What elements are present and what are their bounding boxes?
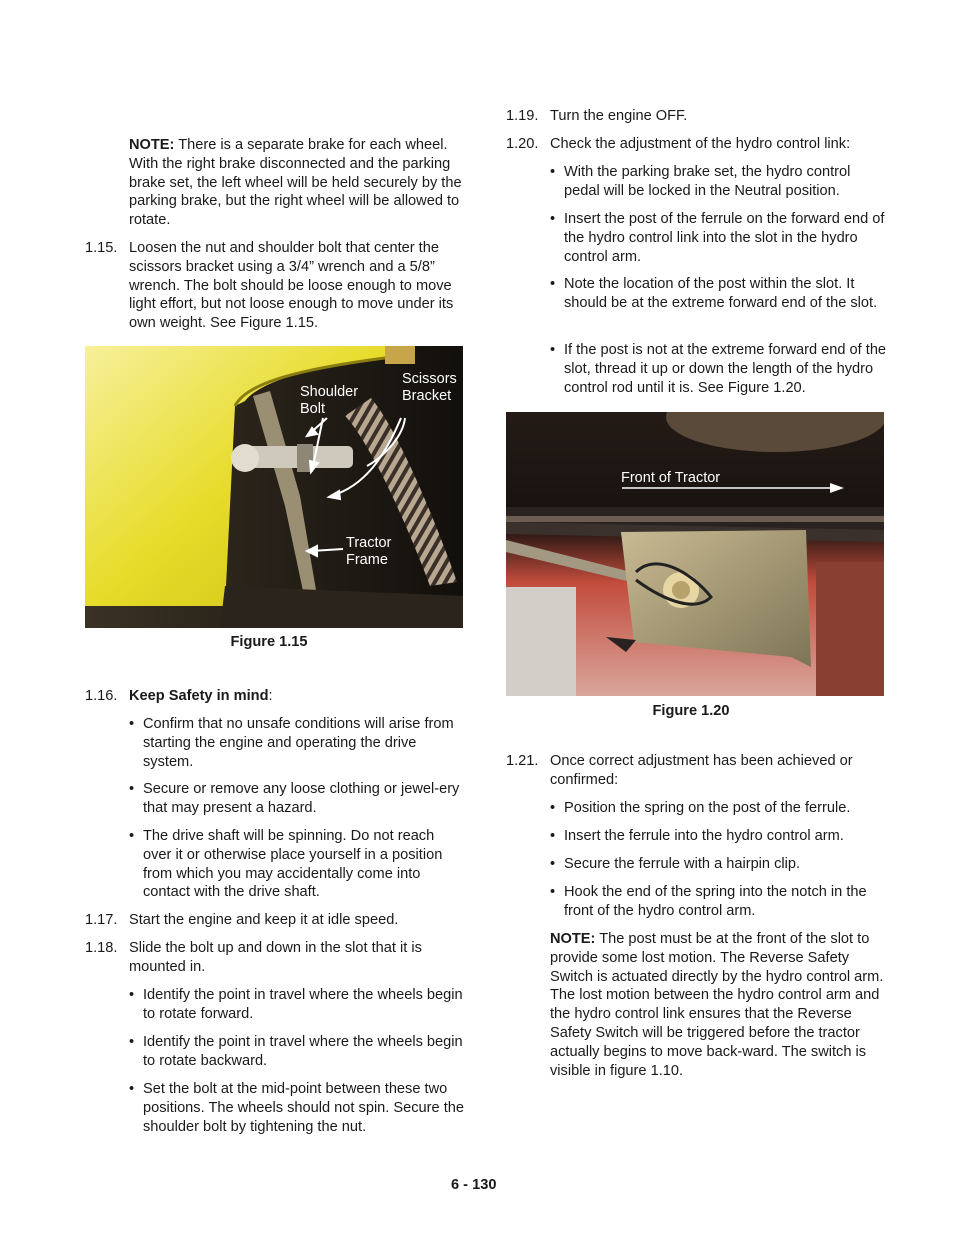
list-item: • Set the bolt at the mid-point between these two positions. The wheels should not spin. Secure the shoulder bolt by tightening the nut. — [129, 1080, 467, 1136]
list-item: • Insert the post of the ferrule on the forward end of the hydro control link into the slot in the hydro control arm. — [550, 210, 886, 266]
step-text: Check the adjustment of the hydro control link: — [550, 136, 851, 152]
step-text: Turn the engine OFF. — [550, 108, 688, 124]
label-scissors-bracket: Scissors Bracket — [402, 371, 457, 404]
figure-1-20-caption: Figure 1.20 — [652, 703, 730, 719]
list-item: • If the post is not at the extreme forward end of the slot, thread it up or down the length of the hydro control rod until it is. See Figure 1.20. — [550, 341, 890, 397]
list-item: • Identify the point in travel where the wheels begin to rotate backward. — [129, 1033, 465, 1071]
list-item: • The drive shaft will be spinning. Do not reach over it or otherwise place yourself in a position from which you may accidentally come into contact with the drive shaft. — [129, 827, 465, 902]
list-item: • Secure the ferrule with a hairpin clip. — [550, 855, 890, 874]
list-item: • Note the location of the post within the slot. It should be at the extreme forward end of the slot. — [550, 275, 886, 313]
figure-1-15-photo — [85, 346, 463, 628]
list-item: • Confirm that no unsafe conditions will arise from starting the engine and operating the drive system. — [129, 715, 465, 771]
list-item: • Secure or remove any loose clothing or jewel-ery that may present a hazard. — [129, 780, 465, 818]
step-number: 1.20. — [506, 136, 539, 152]
note-brakes — [129, 136, 465, 230]
label-tractor-frame: Tractor Frame — [346, 535, 392, 568]
step-text: Slide the bolt up and down in the slot that it is mounted in. — [129, 940, 422, 975]
note-text: There is a separate brake for each wheel. With the right brake disconnected and the parking brake set, the left wheel will be held securely by the parking brake, but the right wheel will be allowed to rotate. — [129, 137, 462, 229]
safety-colon: : — [268, 688, 273, 704]
page-number: 6 - 130 — [451, 1177, 497, 1193]
figure-1-15-caption: Figure 1.15 — [230, 634, 308, 650]
label-front-of-tractor: Front of Tractor — [621, 470, 721, 486]
label-shoulder-bolt: Shoulder Bolt — [300, 384, 359, 417]
step-text: Loosen the nut and shoulder bolt that center the scissors bracket using a 3/4” wrench and a 5/8” wrench. The bolt should be loose enough to move light effort, but not loose enough to move under its own weight. See Figure 1.15. — [129, 240, 454, 332]
list-item: • Hook the end of the spring into the notch in the front of the hydro control arm. — [550, 883, 894, 921]
step-number: 1.18. — [85, 940, 118, 956]
step-text — [129, 687, 465, 706]
note-label: NOTE: — [550, 931, 596, 947]
safety-title: Keep Safety in mind — [129, 688, 269, 704]
note-text: The post must be at the front of the slot to provide some lost motion. The Reverse Safety Switch is actuated directly by the hydro control arm. The lost motion between the hydro control arm and the hydro control link ensures that the Reverse Safety Switch will be triggered before the tractor actually begins to move back-ward. The switch is visible in figure 1.10. — [550, 931, 884, 1079]
step-number: 1.19. — [506, 108, 539, 124]
step-number: 1.21. — [506, 753, 539, 769]
list-item: • Identify the point in travel where the wheels begin to rotate forward. — [129, 986, 465, 1024]
note-lost-motion — [550, 930, 884, 1080]
list-item: • Insert the ferrule into the hydro control arm. — [550, 827, 890, 846]
front-of-tractor-arrow — [506, 412, 884, 696]
figure-1-20-photo — [506, 412, 884, 696]
step-number: 1.17. — [85, 912, 118, 928]
step-text: Start the engine and keep it at idle speed. — [129, 912, 399, 928]
list-item: • Position the spring on the post of the ferrule. — [550, 799, 890, 818]
step-text: Once correct adjustment has been achieved or confirmed: — [550, 753, 853, 788]
step-number: 1.16. — [85, 688, 118, 704]
note-label: NOTE: — [129, 137, 175, 153]
list-item: • With the parking brake set, the hydro control pedal will be locked in the Neutral position. — [550, 163, 886, 201]
step-number: 1.15. — [85, 240, 118, 256]
